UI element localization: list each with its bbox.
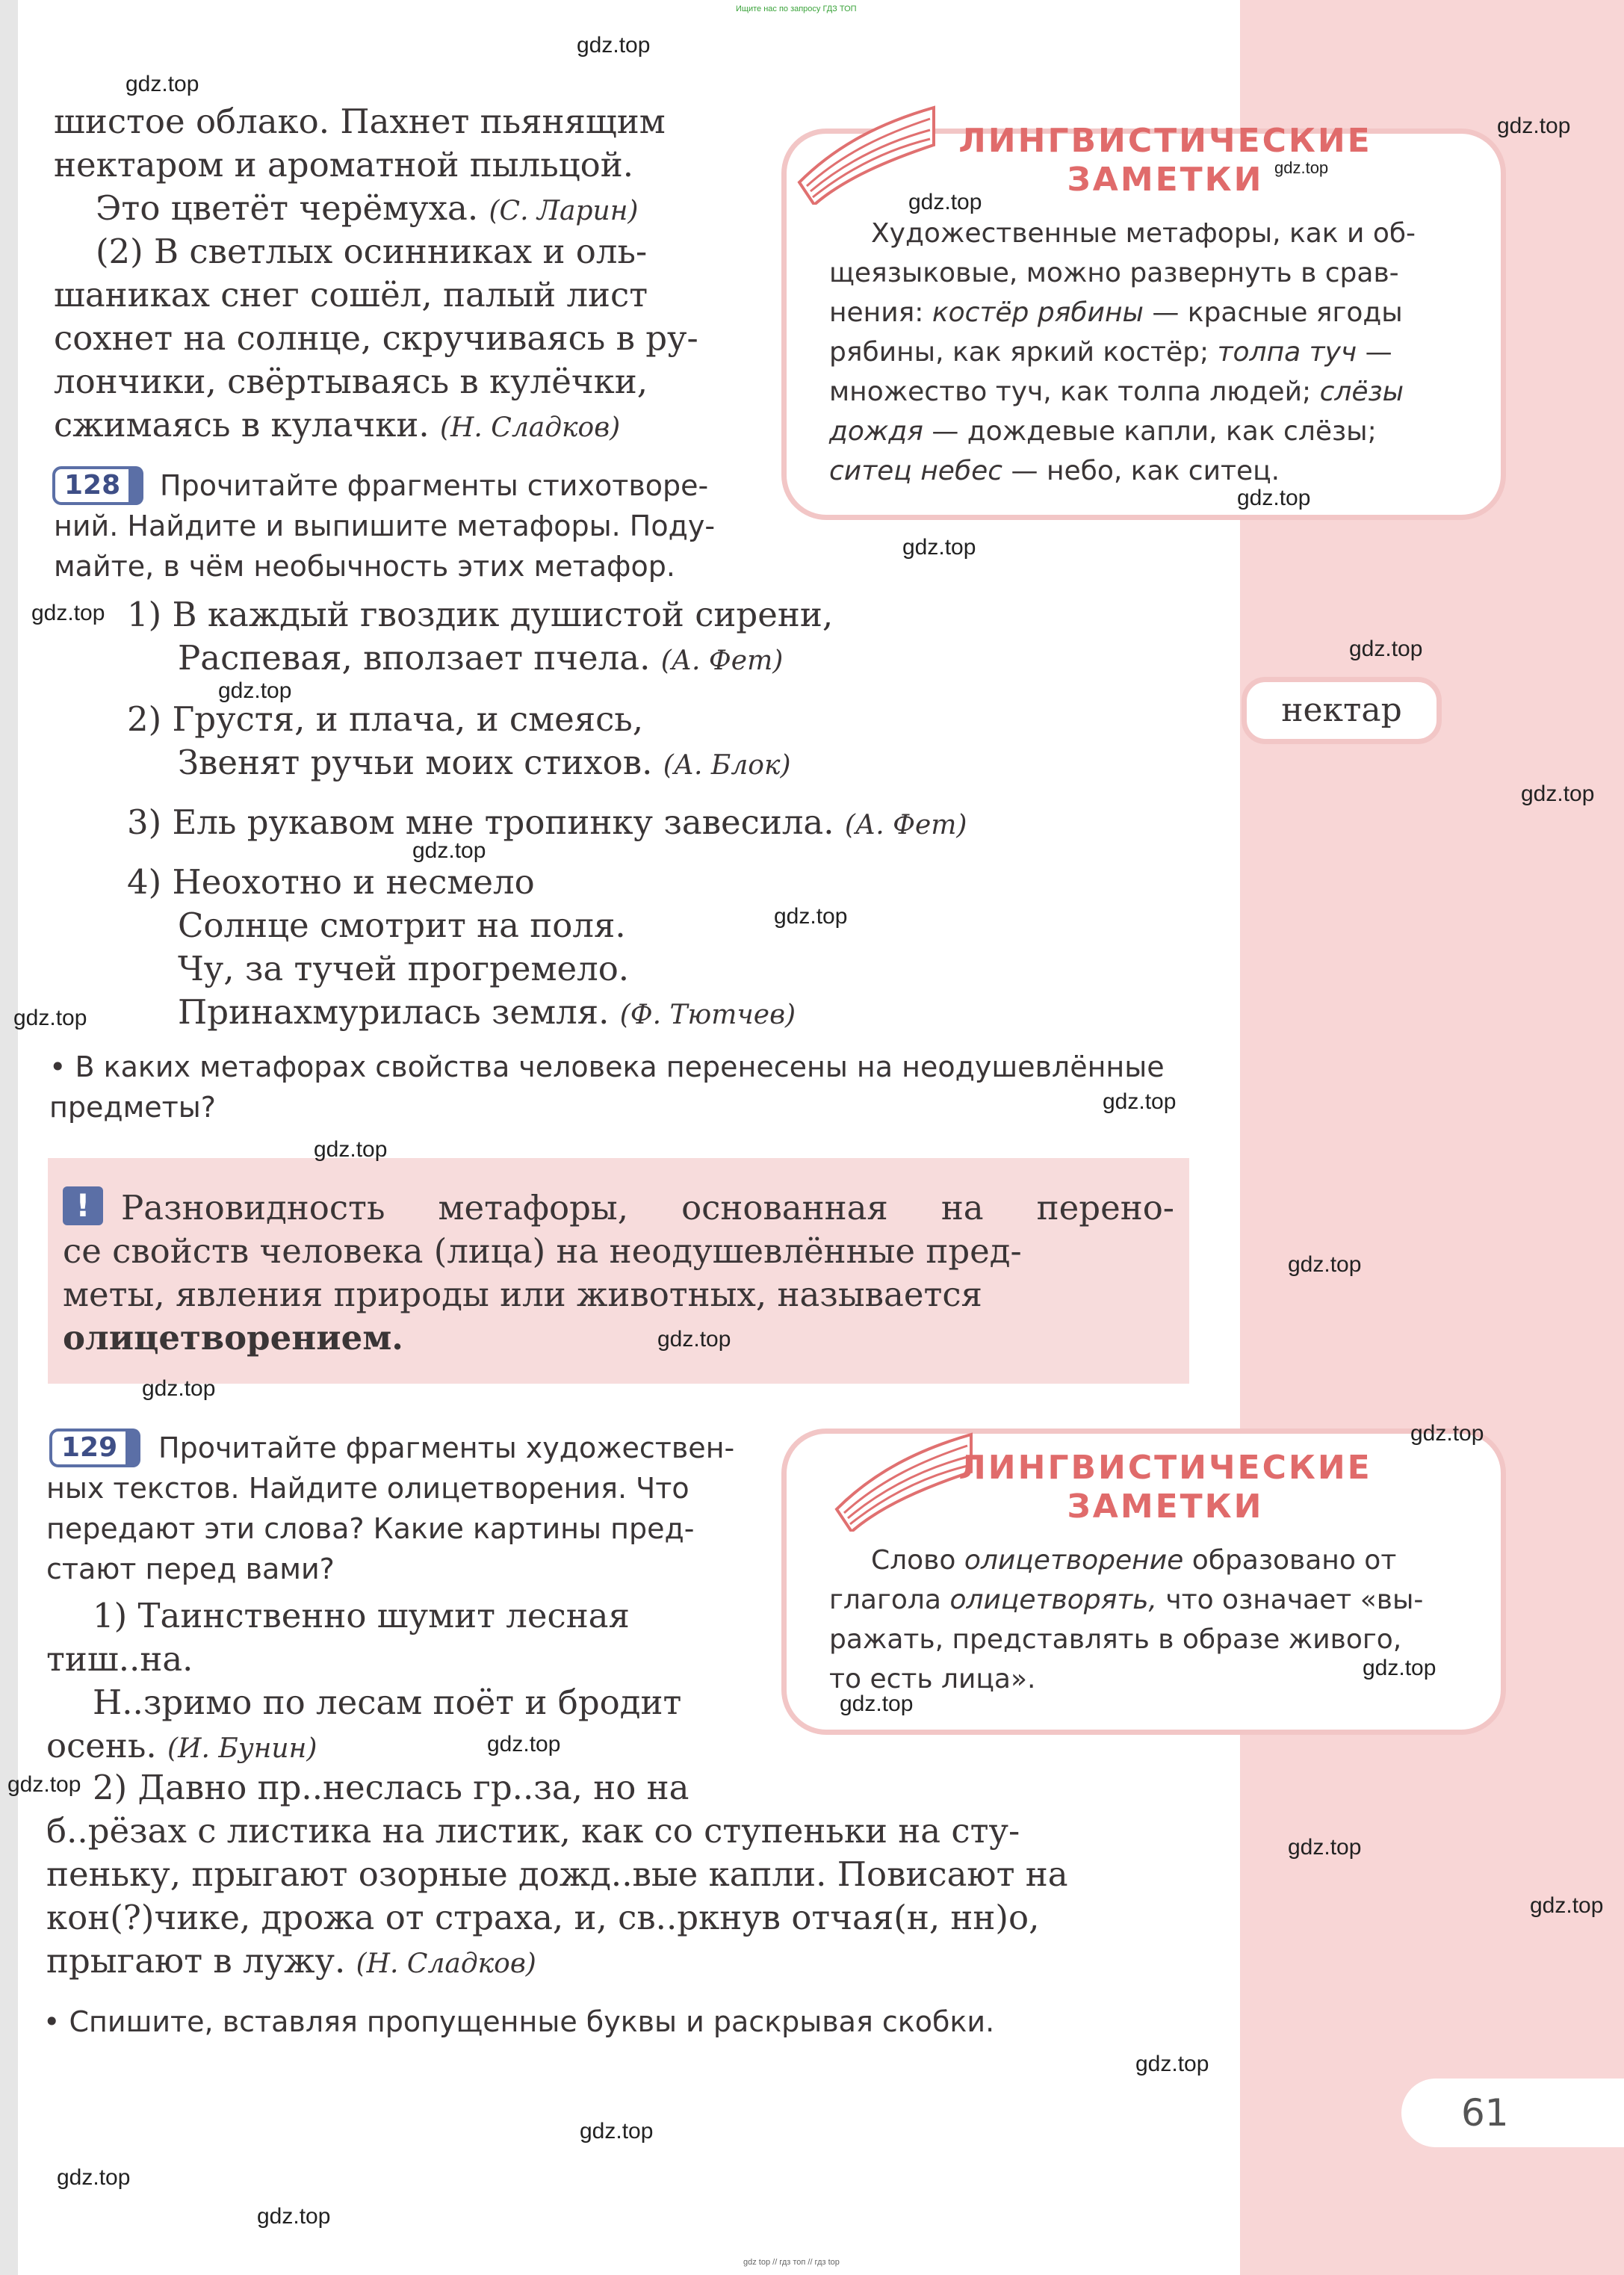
note-1-l7-b: — небо, как ситец. xyxy=(1011,456,1280,486)
exercise-128-question-line-1: • В каких метафорах свойства человека перенесены на неодушевлённые xyxy=(49,1047,1165,1087)
poem-4-line-3: Чу, за тучей прогремело. xyxy=(178,949,630,988)
note-1-line-5 xyxy=(829,372,1404,412)
intro-line-3-text: Это цветёт черёмуха. xyxy=(96,188,479,228)
watermark: gdz.top xyxy=(1349,637,1423,661)
exercise-129-task-line-2: ных текстов. Найдите олицетворения. Что xyxy=(46,1472,689,1505)
text-1-line-3: Н..зримо по лесам поёт и бродит xyxy=(93,1683,682,1722)
poem-4-source: (Ф. Тютчев) xyxy=(619,1000,796,1030)
note-2-line-4: то есть лица». xyxy=(829,1664,1036,1694)
rule-line-2: се свойств человека (лица) на неодушевлённые пред- xyxy=(63,1231,1022,1271)
poem-1-line-2 xyxy=(178,637,783,683)
text-1-line-2: тиш..на. xyxy=(46,1639,193,1679)
poem-1-source: (А. Фет) xyxy=(660,646,784,676)
poem-4-number: 4) xyxy=(127,862,162,902)
poem-1-number: 1) xyxy=(127,595,162,634)
note-1-line-4 xyxy=(829,332,1392,372)
poem-4-text-4: Принахмурилась земля. xyxy=(178,992,610,1032)
bottom-banner: gdz top // гдз топ // гдз top xyxy=(743,2258,840,2267)
poem-2-number: 2) xyxy=(127,699,162,739)
intro-line-3 xyxy=(96,187,638,233)
rule-word-2: метафоры, xyxy=(438,1188,629,1228)
watermark: gdz.top xyxy=(1363,1656,1437,1680)
watermark: gdz.top xyxy=(1521,781,1595,806)
exercise-129-task-line-1: Прочитайте фрагменты художествен- xyxy=(158,1431,735,1464)
book-icon xyxy=(792,93,941,205)
rule-term: олицетворением. xyxy=(63,1318,403,1358)
poem-3-line-1 xyxy=(127,801,967,847)
text-2-source: (Н. Сладков) xyxy=(356,1949,536,1979)
note-1-line-6 xyxy=(829,412,1377,451)
watermark: gdz.top xyxy=(257,2204,331,2229)
page-left-shadow xyxy=(0,0,18,2275)
note-1-l6-b: — дождевые капли, как слёзы; xyxy=(932,416,1377,447)
watermark: gdz.top xyxy=(1530,1893,1604,1918)
watermark: gdz.top xyxy=(1103,1089,1177,1114)
watermark: gdz.top xyxy=(7,1772,81,1797)
poem-3-text-1: Ель рукавом мне тропинку завесила. xyxy=(172,802,834,842)
note-2-l2-a: глагола xyxy=(829,1585,941,1615)
poem-3-source: (А. Фет) xyxy=(844,810,967,841)
poem-2-text-1: Грустя, и плача, и смеясь, xyxy=(172,699,644,739)
intro-p2-last-text: сжимаясь в кулачки. xyxy=(54,405,430,445)
note-1-line-3 xyxy=(829,293,1403,332)
intro-p2-source: (Н. Сладков) xyxy=(439,412,621,443)
note-2-l1-c: образовано от xyxy=(1191,1545,1397,1576)
rule-word-4: на xyxy=(940,1188,984,1228)
watermark: gdz.top xyxy=(1497,114,1571,138)
intro-line-1: шистое облако. Пахнет пьянящим xyxy=(54,102,666,141)
poem-2-source: (А. Блок) xyxy=(663,750,791,781)
text-2-line-4: кон(?)чике, дрожа от страха, и, св..ркнув отчая(н, нн)о, xyxy=(46,1898,1040,1937)
note-1-l4-a: рябины, как яркий костёр; xyxy=(829,337,1209,368)
note-1-l3-a: нения: xyxy=(829,297,924,328)
note-2-title-1: ЛИНГВИСТИЧЕСКИЕ xyxy=(958,1449,1372,1487)
watermark: gdz.top xyxy=(1237,486,1311,510)
intro-p2-line-5 xyxy=(54,403,620,450)
text-1-line-4 xyxy=(46,1724,317,1771)
note-2-line-2 xyxy=(829,1580,1423,1620)
poem-2-text-2: Звенят ручьи моих стихов. xyxy=(178,743,653,782)
watermark: gdz.top xyxy=(1274,158,1329,177)
exercise-128-task-line-3: майте, в чём необычность этих метафор. xyxy=(54,550,675,583)
poem-4-line-2: Солнце смотрит на поля. xyxy=(178,906,626,945)
poem-2-line-1 xyxy=(127,698,643,741)
rule-word-5: перено- xyxy=(1036,1188,1174,1228)
exercise-128-task-line-1: Прочитайте фрагменты стихотворе- xyxy=(160,469,709,502)
note-1-l4-c: — xyxy=(1365,337,1392,368)
watermark: gdz.top xyxy=(1135,2052,1209,2076)
note-1-l7-a: ситец небес xyxy=(829,456,1003,486)
note-1-l5-a: множество туч, как толпа людей; xyxy=(829,377,1312,407)
text-1-source: (И. Бунин) xyxy=(167,1733,317,1764)
note-1-title-1: ЛИНГВИСТИЧЕСКИЕ xyxy=(958,122,1372,160)
note-2-l2-c: что означает «вы- xyxy=(1165,1585,1424,1615)
intro-line-2: нектаром и ароматной пыльцой. xyxy=(54,145,634,185)
text-1-line-1: 1) Таинственно шумит лесная xyxy=(93,1596,630,1635)
intro-p2-line-4: лончики, свёртываясь в кулёчки, xyxy=(54,362,648,401)
intro-p2-line-2: шаниках снег сошёл, палый лист xyxy=(54,275,648,315)
exclamation-icon: ! xyxy=(63,1186,103,1225)
watermark: gdz.top xyxy=(57,2165,131,2190)
rule-line-3: меты, явления природы или животных, называется xyxy=(63,1275,982,1314)
page-number: 61 xyxy=(1401,2079,1624,2147)
note-1-l3-b: костёр рябины xyxy=(932,297,1144,328)
sidebar-word-nektar: нектар xyxy=(1242,677,1442,744)
top-banner: Ищите нас по запросу ГДЗ ТОП xyxy=(736,4,857,13)
poem-1-line-1 xyxy=(127,593,833,637)
note-2-line-3: ражать, представлять в образе живого, xyxy=(829,1624,1402,1655)
rule-word-3: основанная xyxy=(681,1188,888,1228)
watermark: gdz.top xyxy=(125,72,199,96)
watermark: gdz.top xyxy=(774,904,848,929)
note-1-l3-c: — красные ягоды xyxy=(1152,297,1403,328)
note-2-title-2: ЗАМЕТКИ xyxy=(1067,1488,1264,1526)
note-2-line-1 xyxy=(871,1541,1396,1580)
note-1-l5-b: слёзы xyxy=(1319,377,1404,407)
poem-1-text-1: В каждый гвоздик душистой сирени, xyxy=(172,595,834,634)
text-2-line-1: 2) Давно пр..неслась гр..за, но на xyxy=(93,1768,689,1807)
note-1-line-1: Художественные метафоры, как и об- xyxy=(871,218,1416,249)
watermark: gdz.top xyxy=(412,838,486,863)
watermark: gdz.top xyxy=(487,1732,561,1756)
poem-4-text-1: Неохотно и несмело xyxy=(172,862,535,902)
watermark: gdz.top xyxy=(142,1376,216,1401)
watermark: gdz.top xyxy=(31,601,105,625)
intro-p2-line-3: сохнет на солнце, скручиваясь в ру- xyxy=(54,318,698,358)
watermark: gdz.top xyxy=(657,1327,731,1352)
rule-word-1: Разновидность xyxy=(121,1188,385,1228)
note-1-l4-b: толпа туч xyxy=(1217,337,1357,368)
poem-4-line-4 xyxy=(178,991,796,1037)
watermark: gdz.top xyxy=(314,1137,388,1162)
watermark: gdz.top xyxy=(908,190,982,214)
watermark: gdz.top xyxy=(580,2119,654,2144)
watermark: gdz.top xyxy=(13,1006,87,1030)
note-1-l6-a: дождя xyxy=(829,416,923,447)
exercise-129-instruction: • Спишите, вставляя пропущенные буквы и раскрывая скобки. xyxy=(43,2002,994,2042)
note-1-line-2: щеязыковые, можно развернуть в срав- xyxy=(829,258,1399,288)
exercise-129-task-line-3: передают эти слова? Какие картины пред- xyxy=(46,1512,695,1545)
watermark: gdz.top xyxy=(218,678,292,703)
poem-4-line-1 xyxy=(127,861,535,904)
watermark: gdz.top xyxy=(1288,1835,1362,1860)
note-1-line-7 xyxy=(829,451,1280,491)
exercise-129-number: 129 xyxy=(49,1429,140,1467)
note-2-l1-b: олицетворение xyxy=(964,1545,1184,1576)
rule-line-1 xyxy=(121,1186,1174,1230)
exercise-129-task-line-4: стают перед вами? xyxy=(46,1553,335,1585)
poem-1-text-2: Распевая, вползает пчела. xyxy=(178,638,651,678)
watermark: gdz.top xyxy=(1410,1421,1484,1446)
note-2-l2-b: олицетворять, xyxy=(949,1585,1157,1615)
note-1-title-2: ЗАМЕТКИ xyxy=(1067,161,1264,199)
poem-2-line-2 xyxy=(178,741,791,787)
watermark: gdz.top xyxy=(1288,1252,1362,1277)
intro-line-3-source: (С. Ларин) xyxy=(489,196,639,226)
text-2-line-5-text: прыгают в лужу. xyxy=(46,1941,346,1981)
poem-3-number: 3) xyxy=(127,802,162,842)
exercise-128-task-line-2: ний. Найдите и выпишите метафоры. Поду- xyxy=(54,510,716,542)
text-2-line-2: б..рёзах с листика на листик, как со ступеньки на сту- xyxy=(46,1811,1020,1851)
text-2-line-3: пеньку, прыгают озорные дожд..вые капли. Повисают на xyxy=(46,1854,1068,1894)
intro-p2-line-1: (2) В светлых осинниках и оль- xyxy=(96,232,648,271)
watermark: gdz.top xyxy=(577,33,651,58)
text-1-line-4-text: осень. xyxy=(46,1726,157,1765)
note-2-l1-a: Слово xyxy=(871,1545,956,1576)
watermark: gdz.top xyxy=(902,535,976,560)
text-2-line-5 xyxy=(46,1940,536,1986)
watermark: gdz.top xyxy=(840,1691,914,1716)
exercise-128-number: 128 xyxy=(52,466,143,505)
exercise-128-question-line-2: предметы? xyxy=(49,1091,216,1124)
